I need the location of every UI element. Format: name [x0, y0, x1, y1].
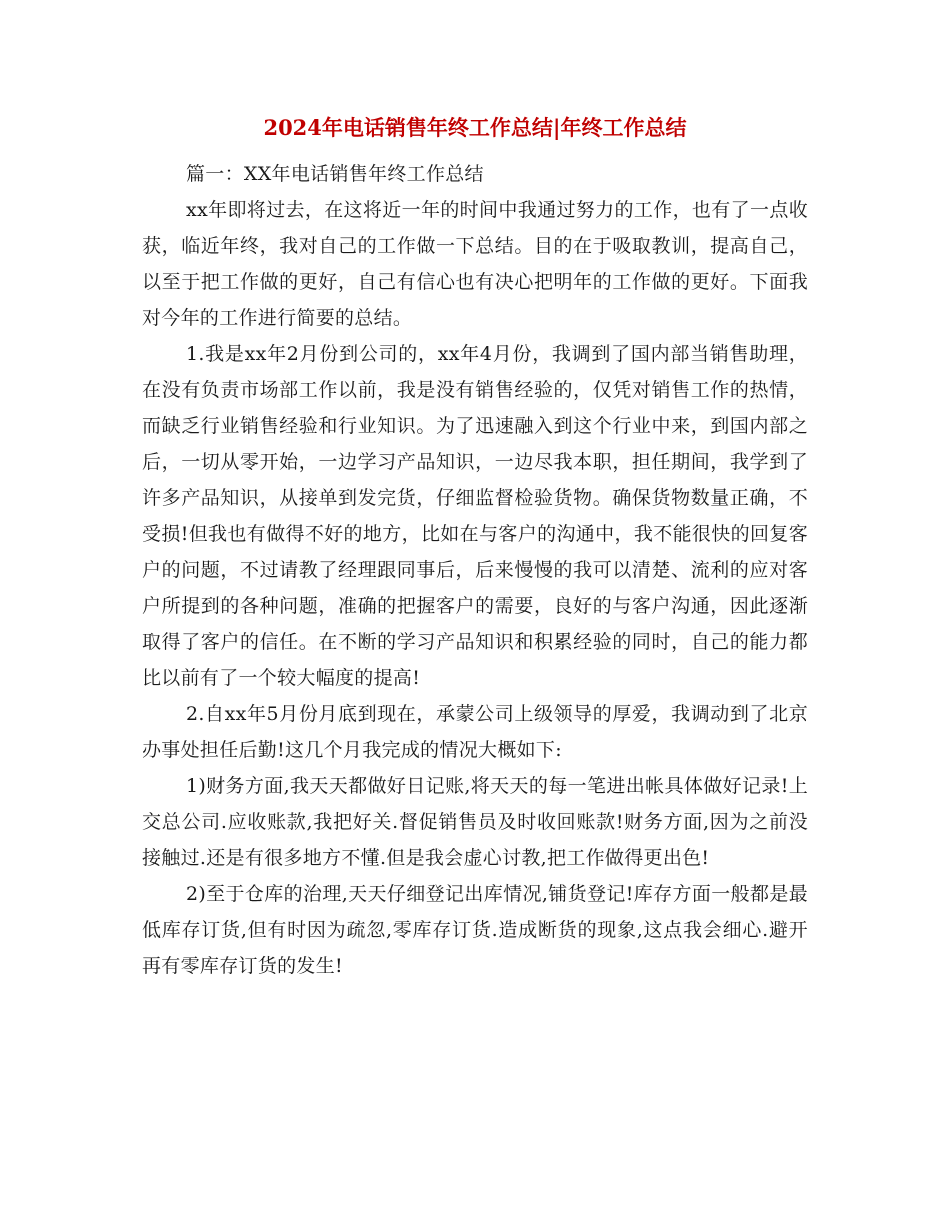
- paragraph-subitem-warehouse: 2)至于仓库的治理,天天仔细登记出库情况,铺货登记!库存方面一般都是最低库存订货,但有时因为疏忽,零库存订货.造成断货的现象,这点我会细心.避开再有零库存订货的发生!: [142, 883, 808, 977]
- paragraph-item-2: 2.自xx年5月份月底到现在，承蒙公司上级领导的厚爱，我调动到了北京办事处担任后勤!这几个月我完成的情况大概如下:: [142, 703, 808, 761]
- document-title: 2024年电话销售年终工作总结|年终工作总结: [263, 115, 687, 140]
- section-heading: 篇一：XX年电话销售年终工作总结: [186, 163, 484, 185]
- paragraph-subitem-finance: 1)财务方面,我天天都做好日记账,将天天的每一笔进出帐具体做好记录!上交总公司.应收账款,我把好关.督促销售员及时收回账款!财务方面,因为之前没接触过.还是有很多地方不懂.但是我会虚心讨教,把工作做得更出色!: [142, 775, 808, 869]
- paragraph-item-1: 1.我是xx年2月份到公司的，xx年4月份，我调到了国内部当销售助理，在没有负责市场部工作以前，我是没有销售经验的，仅凭对销售工作的热情，而缺乏行业销售经验和行业知识。为了迅速融入到这个行业中来，到国内部之后，一切从零开始，一边学习产品知识，一边尽我本职，担任期间，我学到了许多产品知识，从接单到发完货，仔细监督检验货物。确保货物数量正确，不受损!但我也有做得不好的地方，比如在与客户的沟通中，我不能很快的回复客户的问题，不过请教了经理跟同事后，后来慢慢的我可以清楚、流利的应对客户所提到的各种问题，准确的把握客户的需要，良好的与客户沟通，因此逐渐取得了客户的信任。在不断的学习产品知识和积累经验的同时，自己的能力都比以前有了一个较大幅度的提高!: [142, 343, 808, 689]
- document-body: [142, 156, 808, 984]
- paragraph-intro: xx年即将过去，在这将近一年的时间中我通过努力的工作，也有了一点收获，临近年终，我对自己的工作做一下总结。目的在于吸取教训，提高自己，以至于把工作做的更好，自己有信心也有决心把明年的工作做的更好。下面我对今年的工作进行简要的总结。: [142, 199, 808, 329]
